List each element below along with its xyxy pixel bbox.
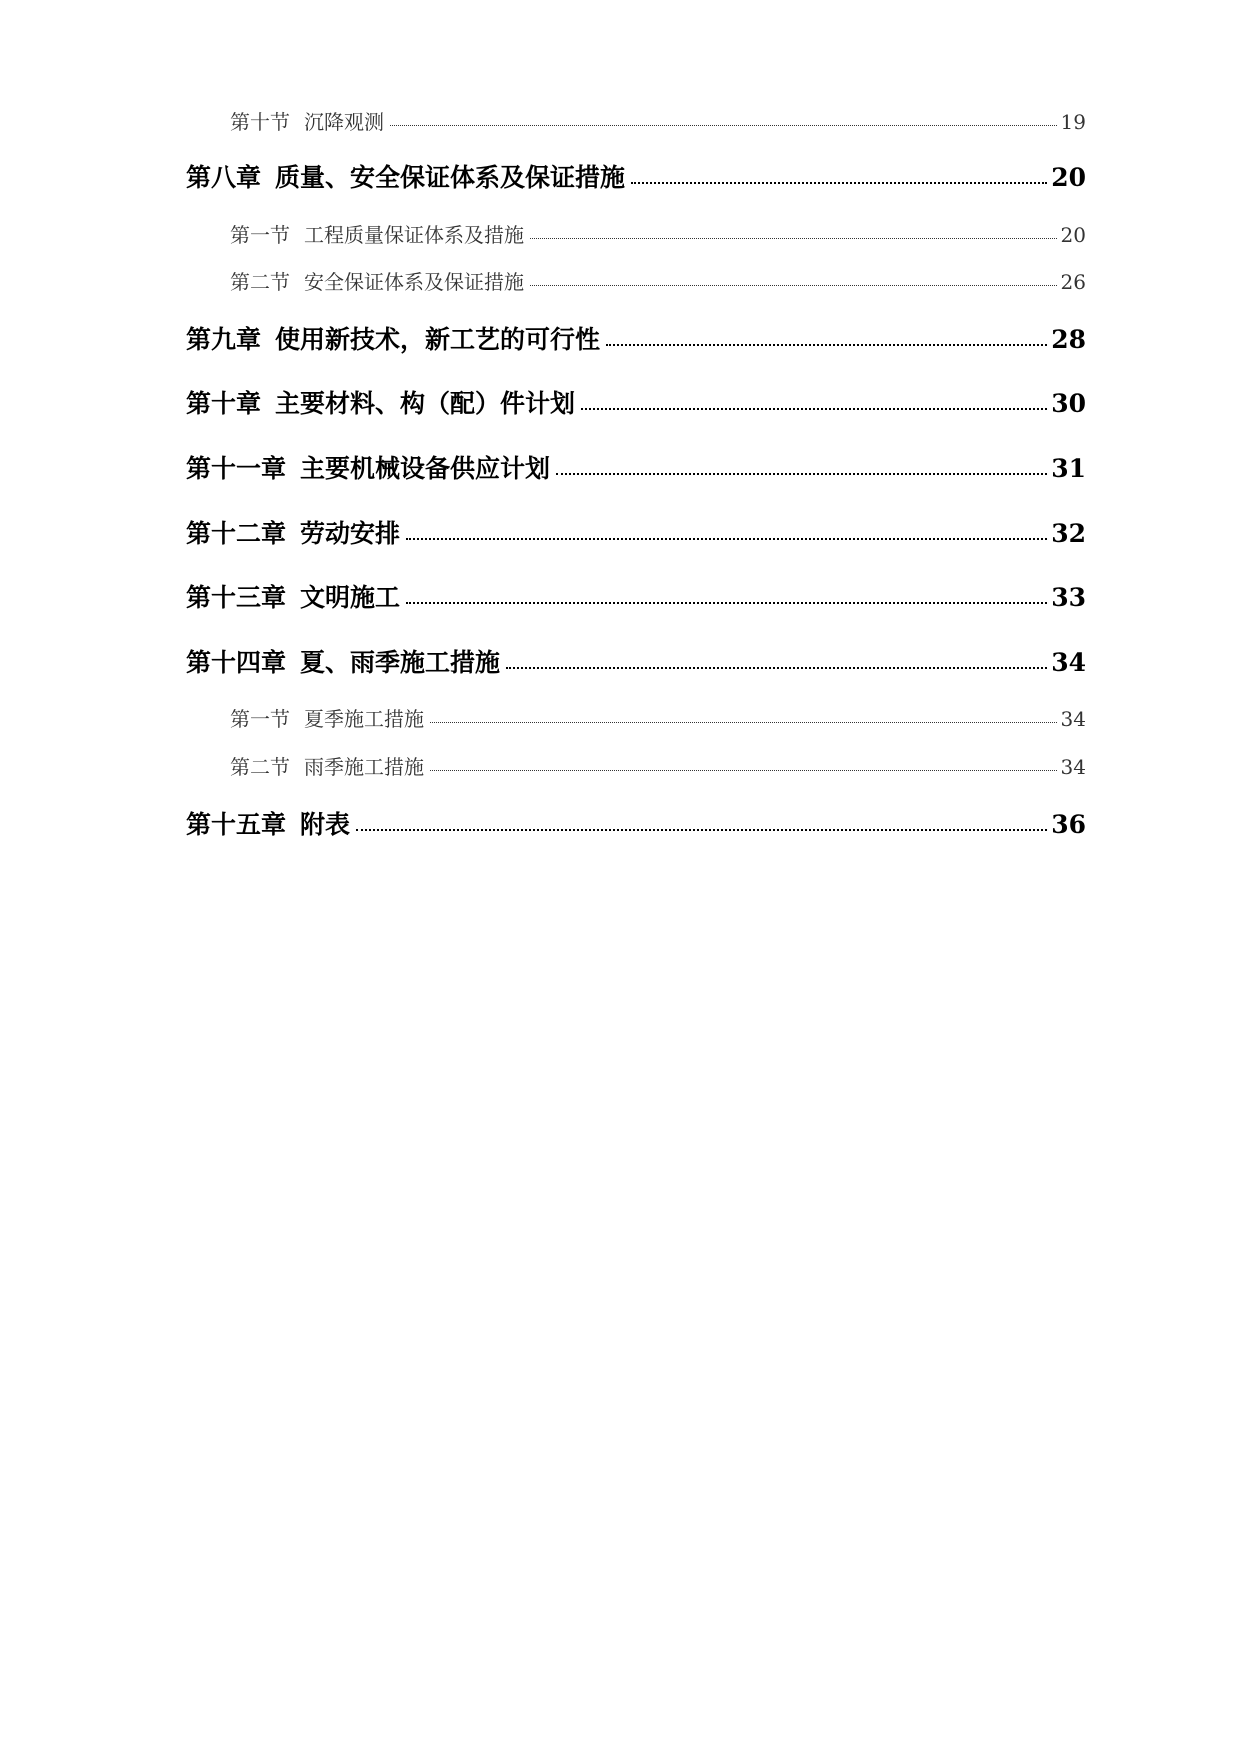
toc-section-number: 第十节 [230,110,290,134]
toc-chapter-number: 第九章 [186,325,262,354]
toc-section-number: 第二节 [230,755,290,779]
toc-dot-leader [556,452,1047,477]
toc-page-number: 31 [1051,454,1086,483]
toc-section-title: 雨季施工措施 [304,755,424,779]
toc-entry-section[interactable] [186,106,1086,135]
toc-entry-chapter[interactable] [186,320,1086,356]
toc-section-title: 安全保证体系及保证措施 [304,270,524,294]
toc-chapter-title: 使用新技术，新工艺的可行性 [275,325,601,354]
toc-chapter-number: 第十一章 [186,454,287,483]
toc-chapter-title: 文明施工 [300,583,401,612]
toc-entry-section[interactable] [186,266,1086,295]
toc-chapter-title: 附表 [300,810,351,839]
toc-page-number: 34 [1060,707,1086,731]
toc-entry-chapter[interactable] [186,449,1086,485]
toc-chapter-number: 第十五章 [186,810,287,839]
toc-chapter-number: 第十三章 [186,583,287,612]
toc-chapter-title: 主要材料、构（配）件计划 [275,389,576,418]
toc-section-title: 沉降观测 [304,110,384,134]
toc-dot-leader [506,646,1047,671]
toc-dot-leader [406,581,1047,606]
toc-dot-leader [530,222,1057,242]
toc-dot-leader [581,387,1047,412]
toc-page-number: 34 [1051,648,1086,677]
toc-chapter-number: 第十二章 [186,519,287,548]
toc-entry-section[interactable] [186,751,1086,780]
toc-page-number: 20 [1051,163,1086,192]
toc-page-number: 19 [1060,110,1086,134]
toc-page-number: 34 [1060,755,1086,779]
toc-chapter-number: 第十章 [186,389,262,418]
toc-dot-leader [406,517,1047,542]
toc-section-title: 工程质量保证体系及措施 [304,223,524,247]
toc-dot-leader [430,754,1057,774]
toc-entry-section[interactable] [186,219,1086,248]
toc-chapter-title: 主要机械设备供应计划 [300,454,551,483]
toc-page-number: 26 [1060,270,1086,294]
toc-chapter-number: 第八章 [186,163,262,192]
toc-entry-section[interactable] [186,703,1086,732]
toc-section-number: 第一节 [230,223,290,247]
toc-page-number: 28 [1051,325,1086,354]
toc-chapter-title: 劳动安排 [300,519,401,548]
toc-section-title: 夏季施工措施 [304,707,424,731]
toc-entry-chapter[interactable] [186,514,1086,550]
toc-chapter-title: 质量、安全保证体系及保证措施 [275,163,626,192]
toc-entry-chapter[interactable] [186,578,1086,614]
toc-chapter-number: 第十四章 [186,648,287,677]
toc-dot-leader [390,109,1057,129]
toc-dot-leader [430,706,1057,726]
toc-page-number: 20 [1060,223,1086,247]
toc-entry-chapter[interactable] [186,805,1086,841]
toc-dot-leader [606,323,1047,348]
toc-entry-chapter[interactable] [186,643,1086,679]
toc-dot-leader [631,161,1047,186]
toc-entry-chapter[interactable] [186,158,1086,194]
toc-page-number: 30 [1051,389,1086,418]
toc-dot-leader [530,269,1057,289]
toc-section-number: 第二节 [230,270,290,294]
toc-section-number: 第一节 [230,707,290,731]
toc-page-number: 36 [1051,810,1086,839]
toc-page-number: 32 [1051,519,1086,548]
toc-dot-leader [356,808,1047,833]
toc-entry-chapter[interactable] [186,384,1086,420]
toc-page-number: 33 [1051,583,1086,612]
toc-chapter-title: 夏、雨季施工措施 [300,648,501,677]
